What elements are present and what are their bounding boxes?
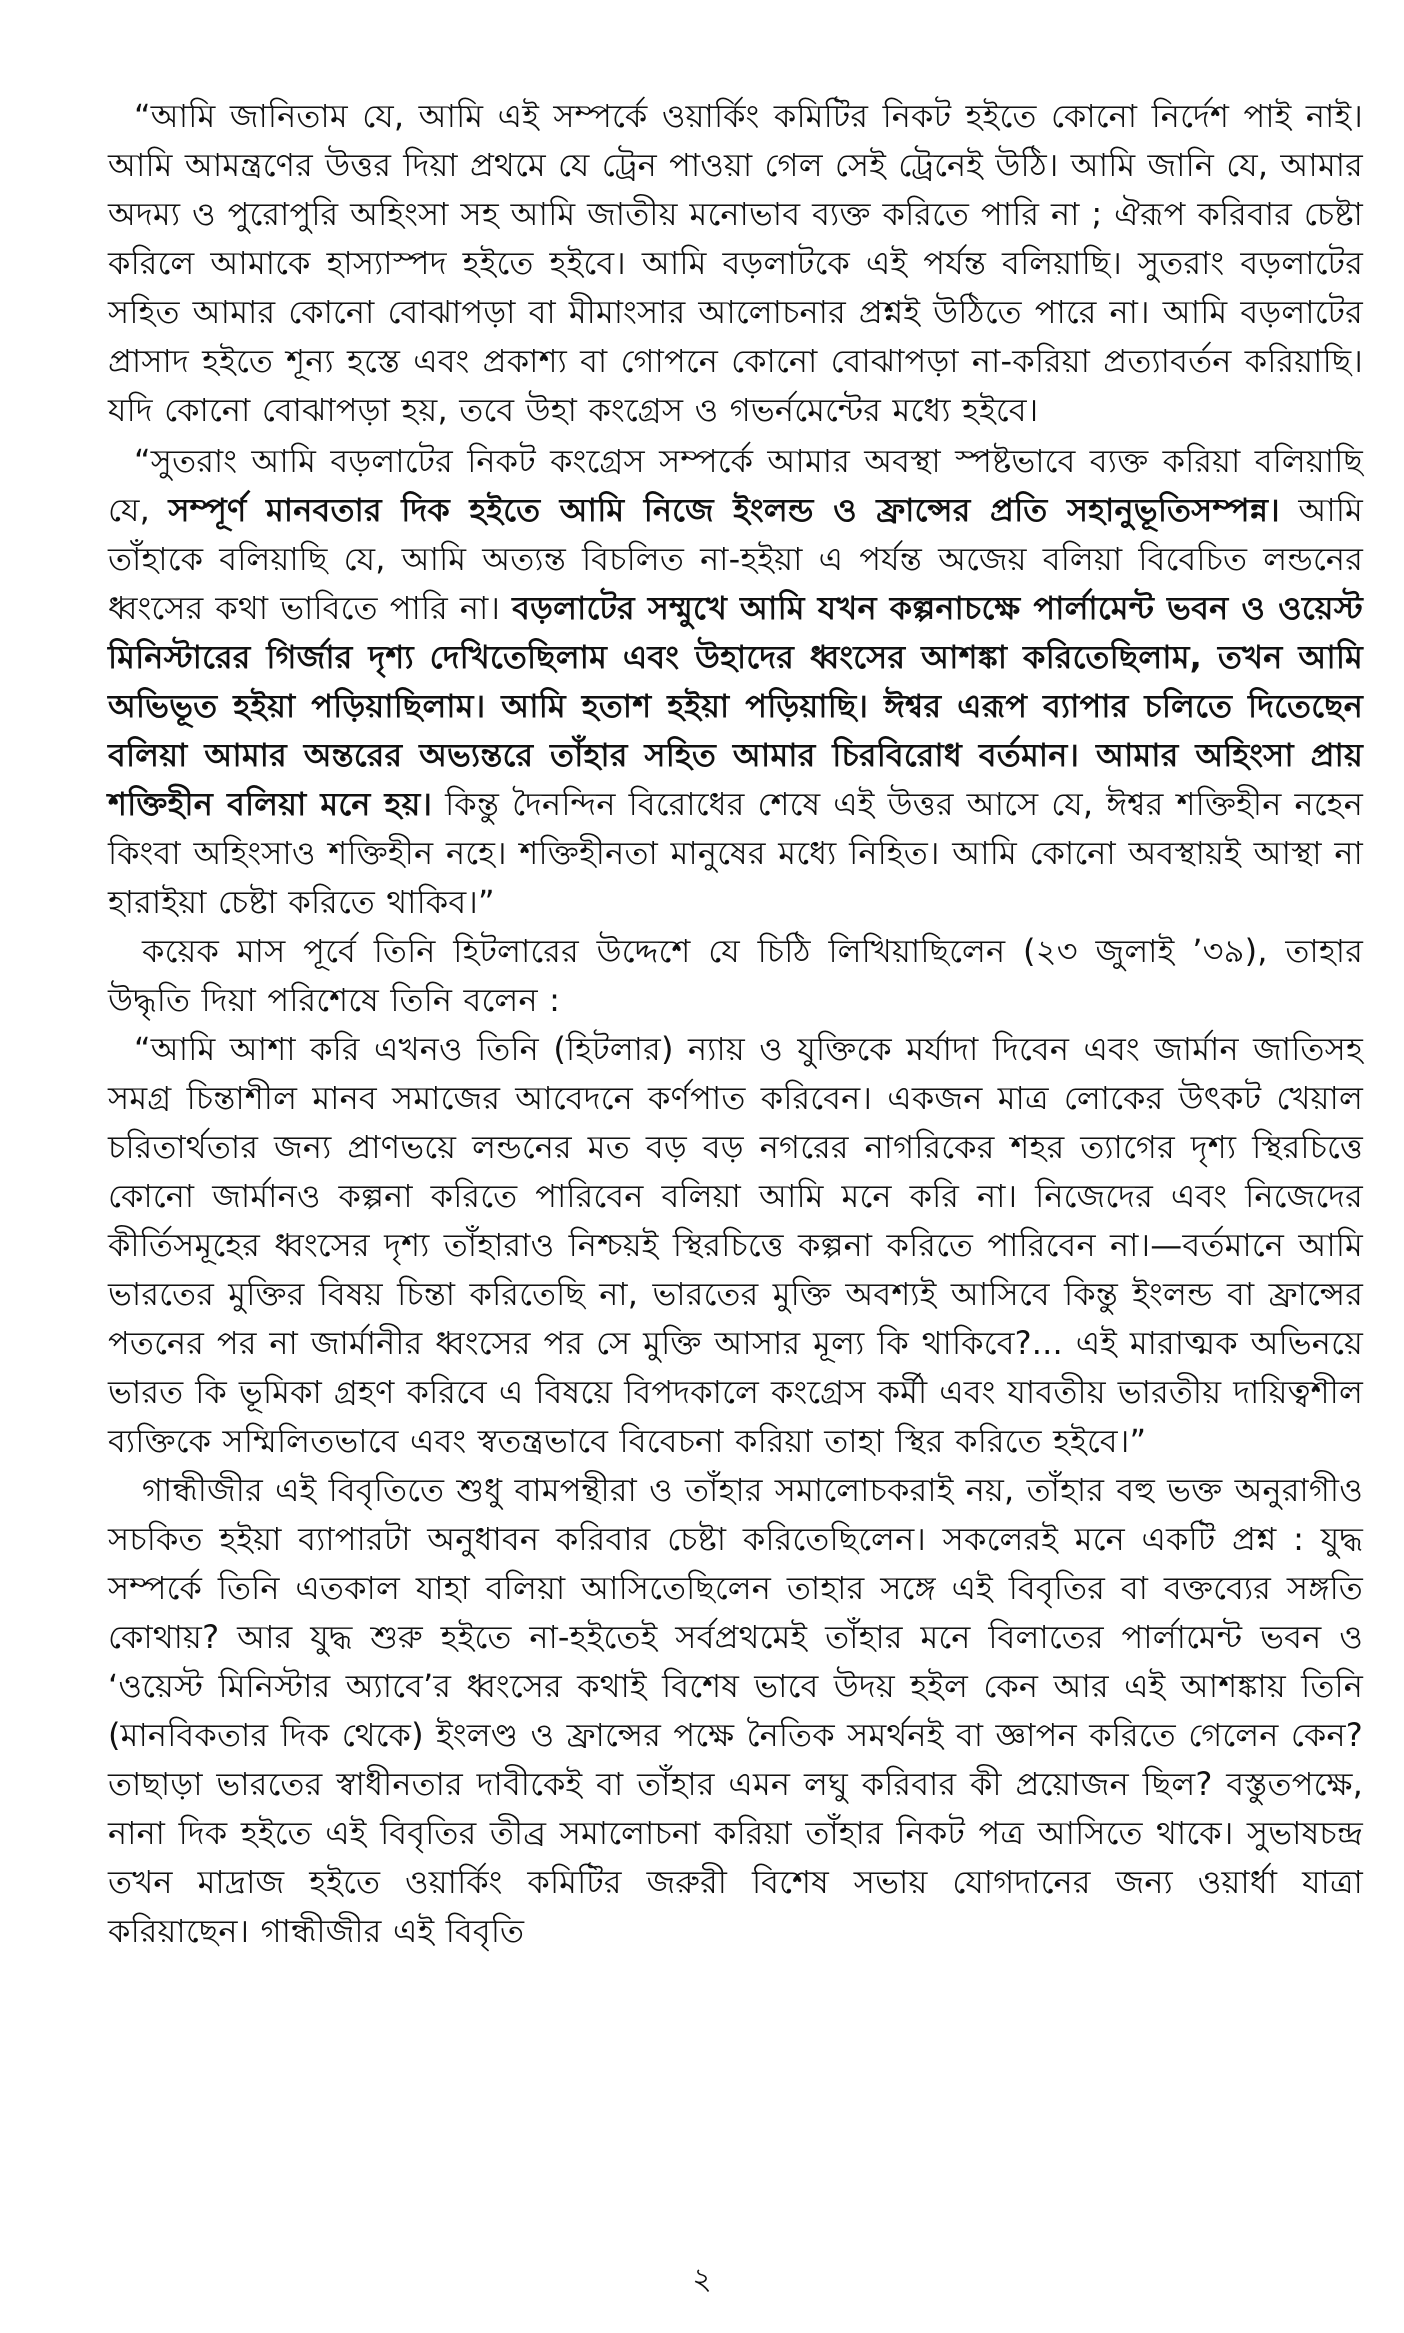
text-segment: “সুতরাং আমি বড়লাটের নিকট কংগ্রেস সম্পর্কে আমার অবস্থা স্পষ্টভাবে ব্যক্ত করিয়া বলিয়াছি যে,: [108, 442, 1363, 529]
bold-text-segment: বড়লাটের সম্মুখে আমি যখন কল্পনাচক্ষে পার্লামেন্ট ভবন ও ওয়েস্ট মিনিস্টারের গির্জার দৃশ্য দেখিতেছিলাম এবং উহাদের ধ্বংসের আশঙ্কা করিতেছিলাম, তখন আমি অভিভূত হইয়া পড়িয়াছিলাম। আমি হতাশ হইয়া পড়িয়াছি। ঈশ্বর এরূপ ব্যাপার চলিতে দিতেছেন বলিয়া আমার অন্তরের অভ্যন্তরে তাঁহার সহিত আমার চিরবিরোধ বর্তমান। আমার অহিংসা প্রায় শক্তিহীন বলিয়া মনে হয়।: [108, 589, 1363, 823]
text-segment: আমি তাঁহাকে বলিয়াছি যে, আমি অত্যন্ত বিচলিত না-হইয়া এ পর্যন্ত অজেয় বলিয়া বিবেচিত লন্ডনের ধ্বংসের কথা ভাবিতে পারি না।: [108, 491, 1363, 627]
text-segment: কয়েক মাস পূর্বে তিনি হিটলারের উদ্দেশে যে চিঠি লিখিয়াছিলেন (২৩ জুলাই ’৩৯), তাহার উদ্ধৃতি দিয়া পরিশেষে তিনি বলেন :: [108, 932, 1363, 1019]
text-segment: “আমি আশা করি এখনও তিনি (হিটলার) ন্যায় ও যুক্তিকে মর্যাদা দিবেন এবং জার্মান জাতিসহ সমগ্র চিন্তাশীল মানব সমাজের আবেদনে কর্ণপাত করিবেন। একজন মাত্র লোকের উৎকট খেয়াল চরিতার্থতার জন্য প্রাণভয়ে লন্ডনের মত বড় বড় নগরের নাগরিকের শহর ত্যাগের দৃশ্য স্থিরচিত্তে কোনো জার্মানও কল্পনা করিতে পারিবেন বলিয়া আমি মনে করি না। নিজেদের এবং নিজেদের কীর্তিসমূহের ধ্বংসের দৃশ্য তাঁহারাও নিশ্চয়ই স্থিরচিত্তে কল্পনা করিতে পারিবেন না।—বর্তমানে আমি ভারতের মুক্তির বিষয় চিন্তা করিতেছি না, ভারতের মুক্তি অবশ্যই আসিবে কিন্তু ইংলন্ড বা ফ্রান্সের পতনের পর না জার্মানীর ধ্বংসের পর সে মুক্তি আসার মূল্য কি থাকিবে?... এই মারাত্মক অভিনয়ে ভারত কি ভূমিকা গ্রহণ করিবে এ বিষয়ে বিপদকালে কংগ্রেস কর্মী এবং যাবতীয় ভারতীয় দায়িত্বশীল ব্যক্তিকে সম্মিলিতভাবে এবং স্বতন্ত্রভাবে বিবেচনা করিয়া তাহা স্থির করিতে হইবে।”: [108, 1030, 1363, 1460]
text-segment: গান্ধীজীর এই বিবৃতিতে শুধু বামপন্থীরা ও তাঁহার সমালোচকরাই নয়, তাঁহার বহু ভক্ত অনুরাগীও সচকিত হইয়া ব্যাপারটা অনুধাবন করিবার চেষ্টা করিতেছিলেন। সকলেরই মনে একটি প্রশ্ন : যুদ্ধ সম্পর্কে তিনি এতকাল যাহা বলিয়া আসিতেছিলেন তাহার সঙ্গে এই বিবৃতির বা বক্তব্যের সঙ্গতি কোথায়? আর যুদ্ধ শুরু হইতে না-হইতেই সর্বপ্রথমেই তাঁহার মনে বিলাতের পার্লামেন্ট ভবন ও ‘ওয়েস্ট মিনিস্টার অ্যাবে’র ধ্বংসের কথাই বিশেষ ভাবে উদয় হইল কেন আর এই আশঙ্কায় তিনি (মানবিকতার দিক থেকে) ইংলণ্ড ও ফ্রান্সের পক্ষে নৈতিক সমর্থনই বা জ্ঞাপন করিতে গেলেন কেন? তাছাড়া ভারতের স্বাধীনতার দাবীকেই বা তাঁহার এমন লঘু করিবার কী প্রয়োজন ছিল? বস্তুতপক্ষে, নানা দিক হইতে এই বিবৃতির তীব্র সমালোচনা করিয়া তাঁহার নিকট পত্র আসিতে থাকে। সুভাষচন্দ্র তখন মাদ্রাজ হইতে ওয়ার্কিং কমিটির জরুরী বিশেষ সভায় যোগদানের জন্য ওয়ার্ধা যাত্রা করিয়াছেন। গান্ধীজীর এই বিবৃতি: [108, 1471, 1363, 1950]
bold-text-segment: সম্পূর্ণ মানবতার দিক হইতে আমি নিজে ইংলন্ড ও ফ্রান্সের প্রতি সহানুভূতিসম্পন্ন।: [168, 491, 1280, 529]
paragraph-quote-1: [108, 92, 1363, 435]
page-body: [108, 92, 1363, 2272]
text-segment: কিন্তু দৈনন্দিন বিরোধের শেষে এই উত্তর আসে যে, ঈশ্বর শক্তিহীন নহেন কিংবা অহিংসাও শক্তিহীন নহে। শক্তিহীনতা মানুষের মধ্যে নিহিত। আমি কোনো অবস্থায়ই আস্থা না হারাইয়া চেষ্টা করিতে থাকিব।”: [108, 785, 1363, 921]
paragraph-quote-3: [108, 1025, 1363, 1466]
paragraph-narration-1: [108, 927, 1363, 1025]
paragraph-narration-2: [108, 1466, 1363, 1956]
page-number: ২: [692, 2262, 712, 2297]
paragraph-quote-2: [108, 437, 1363, 927]
text-segment: “আমি জানিতাম যে, আমি এই সম্পর্কে ওয়ার্কিং কমিটির নিকট হইতে কোনো নির্দেশ পাই নাই। আমি আমন্ত্রণের উত্তর দিয়া প্রথমে যে ট্রেন পাওয়া গেল সেই ট্রেনেই উঠি। আমি জানি যে, আমার অদম্য ও পুরোপুরি অহিংসা সহ আমি জাতীয় মনোভাব ব্যক্ত করিতে পারি না ; ঐরূপ করিবার চেষ্টা করিলে আমাকে হাস্যাস্পদ হইতে হইবে। আমি বড়লাটকে এই পর্যন্ত বলিয়াছি। সুতরাং বড়লাটের সহিত আমার কোনো বোঝাপড়া বা মীমাংসার আলোচনার প্রশ্নই উঠিতে পারে না। আমি বড়লাটের প্রাসাদ হইতে শূন্য হস্তে এবং প্রকাশ্য বা গোপনে কোনো বোঝাপড়া না-করিয়া প্রত্যাবর্তন করিয়াছি। যদি কোনো বোঝাপড়া হয়, তবে উহা কংগ্রেস ও গভর্নমেন্টের মধ্যে হইবে।: [108, 97, 1363, 429]
